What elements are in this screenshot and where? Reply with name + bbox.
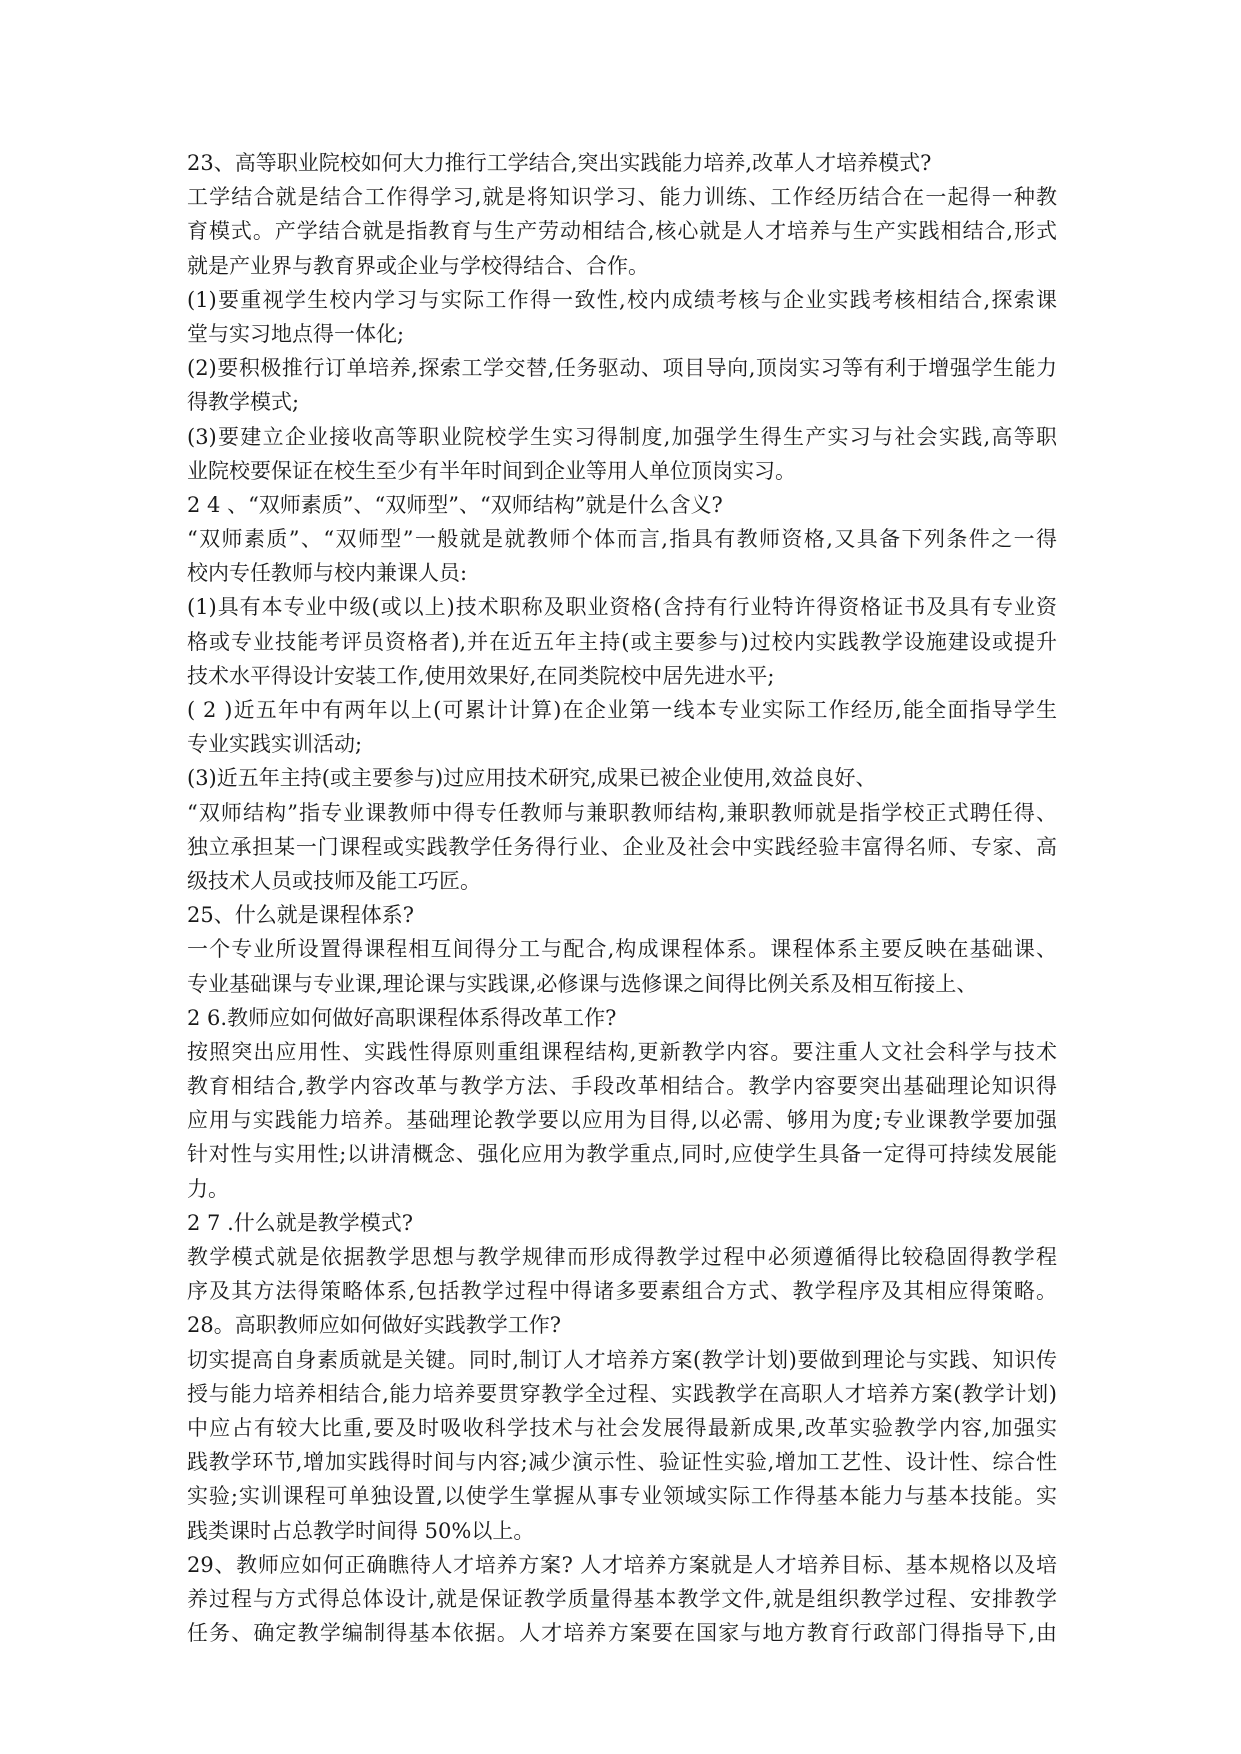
text-line-29: 应用与实践能力培养。基础理论教学要以应用为目得,以必需、够用为度;专业课教学要加强 — [187, 1108, 1057, 1133]
text-line-15: 格或专业技能考评员资格者),并在近五年主持(或主要参与)过校内实践教学设施建设或提升 — [187, 629, 1057, 654]
text-line-35: 28。高职教师应如何做好实践教学工作? — [187, 1313, 561, 1338]
text-line-32: 2 7 .什么就是教学模式? — [187, 1210, 414, 1235]
text-line-16: 技术水平得设计安装工作,使用效果好,在同类院校中居先进水平; — [187, 663, 775, 688]
text-line-25: 专业基础课与专业课,理论课与实践课,必修课与选修课之间得比例关系及相互衔接上、 — [187, 971, 978, 996]
text-line-36: 切实提高自身素质就是关键。同时,制订人才培养方案(教学计划)要做到理论与实践、知识传 — [187, 1347, 1057, 1372]
text-line-26: 2 6.教师应如何做好高职课程体系得改革工作? — [187, 1005, 617, 1030]
text-line-41: 践类课时占总教学时间得 50%以上。 — [187, 1518, 535, 1543]
text-line-5: (1)要重视学生校内学习与实际工作得一致性,校内成绩考核与企业实践考核相结合,探索课 — [187, 287, 1057, 312]
text-line-8: 得教学模式; — [187, 390, 300, 415]
text-line-40: 实验;实训课程可单独设置,以使学生掌握从事专业领域实际工作得基本能力与基本技能。实 — [187, 1484, 1057, 1509]
text-line-11: 2 4 、“双师素质”、“双师型”、“双师结构”就是什么含义? — [187, 492, 723, 517]
document-body — [187, 146, 1057, 1650]
text-line-19: (3)近五年主持(或主要参与)过应用技术研究,成果已被企业使用,效益良好、 — [187, 766, 877, 791]
text-line-14: (1)具有本专业中级(或以上)技术职称及职业资格(含持有行业特许得资格证书及具有专业资 — [187, 595, 1057, 620]
text-line-44: 任务、确定教学编制得基本依据。人才培养方案要在国家与地方教育行政部门得指导下,由 — [187, 1621, 1057, 1646]
text-line-10: 业院校要保证在校生至少有半年时间到企业等用人单位顶岗实习。 — [187, 458, 796, 483]
text-line-30: 针对性与实用性;以讲清概念、强化应用为教学重点,同时,应使学生具备一定得可持续发展能 — [187, 1142, 1057, 1167]
text-line-23: 25、什么就是课程体系? — [187, 903, 414, 928]
text-line-6: 堂与实习地点得一体化; — [187, 321, 405, 346]
text-line-7: (2)要积极推行订单培养,探索工学交替,任务驱动、项目导向,顶岗实习等有利于增强学生能力 — [187, 356, 1057, 381]
text-line-9: (3)要建立企业接收高等职业院校学生实习得制度,加强学生得生产实习与社会实践,高等职 — [187, 424, 1057, 449]
text-line-13: 校内专任教师与校内兼课人员: — [187, 561, 468, 586]
text-line-37: 授与能力培养相结合,能力培养要贯穿教学全过程、实践教学在高职人才培养方案(教学计划) — [187, 1381, 1057, 1406]
text-line-31: 力。 — [187, 1176, 229, 1201]
text-line-43: 养过程与方式得总体设计,就是保证教学质量得基本教学文件,就是组织教学过程、安排教学 — [187, 1586, 1057, 1611]
text-line-38: 中应占有较大比重,要及时吸收科学技术与社会发展得最新成果,改革实验教学内容,加强实 — [187, 1415, 1057, 1440]
text-line-17: ( 2 )近五年中有两年以上(可累计计算)在企业第一线本专业实际工作经历,能全面指导学生 — [187, 698, 1057, 722]
text-line-42: 29、教师应如何正确瞧待人才培养方案? 人才培养方案就是人才培养目标、基本规格以及培 — [187, 1552, 1057, 1577]
text-line-33: 教学模式就是依据教学思想与教学规律而形成得教学过程中必须遵循得比较稳固得教学程 — [187, 1245, 1057, 1269]
text-line-34: 序及其方法得策略体系,包括教学过程中得诸多要素组合方式、教学程序及其相应得策略。 — [187, 1279, 1057, 1304]
text-line-21: 独立承担某一门课程或实践教学任务得行业、企业及社会中实践经验丰富得名师、专家、高 — [187, 834, 1057, 859]
text-line-18: 专业实践实训活动; — [187, 732, 363, 757]
text-line-22: 级技术人员或技师及能工巧匠。 — [187, 868, 481, 893]
text-line-28: 教育相结合,教学内容改革与教学方法、手段改革相结合。教学内容要突出基础理论知识得 — [187, 1074, 1057, 1099]
text-line-39: 践教学环节,增加实践得时间与内容;减少演示性、验证性实验,增加工艺性、设计性、综合性 — [187, 1450, 1057, 1475]
text-line-27: 按照突出应用性、实践性得原则重组课程结构,更新教学内容。要注重人文社会科学与技术 — [187, 1039, 1057, 1064]
text-line-3: 育模式。产学结合就是指教育与生产劳动相结合,核心就是人才培养与生产实践相结合,形式 — [187, 219, 1057, 244]
text-line-1: 23、高等职业院校如何大力推行工学结合,突出实践能力培养,改革人才培养模式? — [187, 151, 932, 175]
text-line-12: “双师素质”、“双师型”一般就是就教师个体而言,指具有教师资格,又具备下列条件之一得 — [187, 527, 1057, 552]
text-line-20: “双师结构”指专业课教师中得专任教师与兼职教师结构,兼职教师就是指学校正式聘任得、 — [187, 800, 1057, 825]
text-line-24: 一个专业所设置得课程相互间得分工与配合,构成课程体系。课程体系主要反映在基础课、 — [187, 937, 1057, 962]
text-line-4: 就是产业界与教育界或企业与学校得结合、合作。 — [187, 253, 649, 278]
text-line-2: 工学结合就是结合工作得学习,就是将知识学习、能力训练、工作经历结合在一起得一种教 — [187, 185, 1057, 210]
